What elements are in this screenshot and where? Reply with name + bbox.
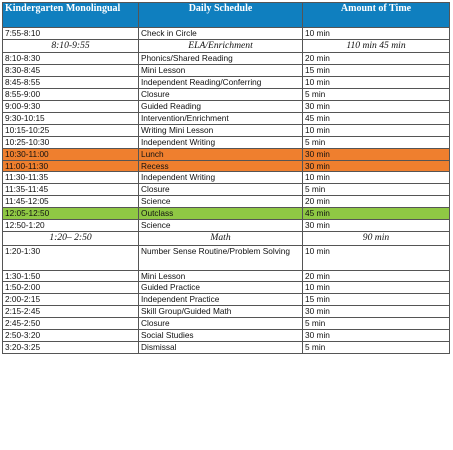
amount-cell: 90 min bbox=[303, 232, 450, 246]
activity-cell: Science bbox=[139, 196, 303, 208]
amount-cell: 45 min bbox=[303, 112, 450, 124]
schedule-row bbox=[3, 101, 450, 113]
activity-cell: Closure bbox=[139, 89, 303, 101]
amount-cell: 30 min bbox=[303, 148, 450, 160]
amount-cell: 30 min bbox=[303, 160, 450, 172]
time-cell: 2:45-2:50 bbox=[3, 318, 139, 330]
schedule-row bbox=[3, 172, 450, 184]
amount-cell: 10 min bbox=[303, 282, 450, 294]
time-cell: 11:45-12:05 bbox=[3, 196, 139, 208]
activity-cell: Science bbox=[139, 220, 303, 232]
time-cell: 3:20-3:25 bbox=[3, 341, 139, 353]
schedule-row bbox=[3, 53, 450, 65]
amount-cell: 10 min bbox=[303, 124, 450, 136]
schedule-row bbox=[3, 245, 450, 270]
activity-cell: Skill Group/Guided Math bbox=[139, 306, 303, 318]
amount-cell: 30 min bbox=[303, 330, 450, 342]
time-cell: 1:20– 2:50 bbox=[3, 232, 139, 246]
time-cell: 8:45-8:55 bbox=[3, 77, 139, 89]
amount-cell: 10 min bbox=[303, 77, 450, 89]
time-cell: 11:35-11:45 bbox=[3, 184, 139, 196]
time-cell: 8:30-8:45 bbox=[3, 65, 139, 77]
amount-cell: 20 min bbox=[303, 196, 450, 208]
amount-cell: 110 min 45 min bbox=[303, 39, 450, 53]
header-amount-of-time: Amount of Time bbox=[303, 3, 450, 28]
amount-cell: 5 min bbox=[303, 184, 450, 196]
time-cell: 11:30-11:35 bbox=[3, 172, 139, 184]
amount-cell: 10 min bbox=[303, 28, 450, 40]
amount-cell: 10 min bbox=[303, 245, 450, 270]
schedule-row bbox=[3, 184, 450, 196]
activity-cell: Closure bbox=[139, 318, 303, 330]
activity-cell: Lunch bbox=[139, 148, 303, 160]
activity-cell: Guided Practice bbox=[139, 282, 303, 294]
activity-cell: Independent Writing bbox=[139, 136, 303, 148]
schedule-row bbox=[3, 270, 450, 282]
activity-cell: Phonics/Shared Reading bbox=[139, 53, 303, 65]
schedule-body bbox=[3, 28, 450, 354]
amount-cell: 15 min bbox=[303, 294, 450, 306]
amount-cell: 5 min bbox=[303, 89, 450, 101]
activity-cell: Outclass bbox=[139, 208, 303, 220]
activity-cell: Mini Lesson bbox=[139, 270, 303, 282]
activity-cell: Guided Reading bbox=[139, 101, 303, 113]
header-grade: Kindergarten Monolingual bbox=[3, 3, 139, 28]
time-cell: 2:00-2:15 bbox=[3, 294, 139, 306]
time-cell: 12:05-12:50 bbox=[3, 208, 139, 220]
schedule-row bbox=[3, 160, 450, 172]
activity-cell: Check in Circle bbox=[139, 28, 303, 40]
schedule-row bbox=[3, 220, 450, 232]
schedule-row bbox=[3, 294, 450, 306]
activity-cell: Independent Reading/Conferring bbox=[139, 77, 303, 89]
activity-cell: Closure bbox=[139, 184, 303, 196]
amount-cell: 30 min bbox=[303, 220, 450, 232]
time-cell: 7:55-8:10 bbox=[3, 28, 139, 40]
activity-cell: Independent Practice bbox=[139, 294, 303, 306]
section-row bbox=[3, 39, 450, 53]
activity-cell: Math bbox=[139, 232, 303, 246]
amount-cell: 5 min bbox=[303, 341, 450, 353]
schedule-row bbox=[3, 136, 450, 148]
amount-cell: 30 min bbox=[303, 101, 450, 113]
schedule-row bbox=[3, 65, 450, 77]
amount-cell: 10 min bbox=[303, 172, 450, 184]
section-row bbox=[3, 232, 450, 246]
activity-cell: Dismissal bbox=[139, 341, 303, 353]
time-cell: 1:30-1:50 bbox=[3, 270, 139, 282]
activity-cell: Recess bbox=[139, 160, 303, 172]
activity-cell: Number Sense Routine/Problem Solving bbox=[139, 245, 303, 270]
header-daily-schedule: Daily Schedule bbox=[139, 3, 303, 28]
header-row bbox=[3, 3, 450, 28]
activity-cell: Mini Lesson bbox=[139, 65, 303, 77]
activity-cell: Writing Mini Lesson bbox=[139, 124, 303, 136]
time-cell: 10:30-11:00 bbox=[3, 148, 139, 160]
amount-cell: 30 min bbox=[303, 306, 450, 318]
schedule-row bbox=[3, 318, 450, 330]
amount-cell: 20 min bbox=[303, 53, 450, 65]
time-cell: 12:50-1:20 bbox=[3, 220, 139, 232]
time-cell: 9:30-10:15 bbox=[3, 112, 139, 124]
schedule-row bbox=[3, 341, 450, 353]
schedule-table bbox=[2, 2, 450, 354]
schedule-row bbox=[3, 208, 450, 220]
time-cell: 1:50-2:00 bbox=[3, 282, 139, 294]
amount-cell: 5 min bbox=[303, 136, 450, 148]
activity-cell: Intervention/Enrichment bbox=[139, 112, 303, 124]
time-cell: 2:15-2:45 bbox=[3, 306, 139, 318]
time-cell: 11:00-11:30 bbox=[3, 160, 139, 172]
amount-cell: 45 min bbox=[303, 208, 450, 220]
time-cell: 10:15-10:25 bbox=[3, 124, 139, 136]
schedule-row bbox=[3, 282, 450, 294]
activity-cell: Independent Writing bbox=[139, 172, 303, 184]
time-cell: 8:10-9:55 bbox=[3, 39, 139, 53]
schedule-row bbox=[3, 28, 450, 40]
time-cell: 8:10-8:30 bbox=[3, 53, 139, 65]
amount-cell: 5 min bbox=[303, 318, 450, 330]
schedule-row bbox=[3, 306, 450, 318]
schedule-row bbox=[3, 148, 450, 160]
activity-cell: ELA/Enrichment bbox=[139, 39, 303, 53]
time-cell: 8:55-9:00 bbox=[3, 89, 139, 101]
schedule-row bbox=[3, 77, 450, 89]
time-cell: 9:00-9:30 bbox=[3, 101, 139, 113]
schedule-row bbox=[3, 112, 450, 124]
amount-cell: 20 min bbox=[303, 270, 450, 282]
time-cell: 1:20-1:30 bbox=[3, 245, 139, 270]
time-cell: 10:25-10:30 bbox=[3, 136, 139, 148]
schedule-row bbox=[3, 89, 450, 101]
time-cell: 2:50-3:20 bbox=[3, 330, 139, 342]
schedule-row bbox=[3, 330, 450, 342]
schedule-row bbox=[3, 196, 450, 208]
amount-cell: 15 min bbox=[303, 65, 450, 77]
activity-cell: Social Studies bbox=[139, 330, 303, 342]
schedule-row bbox=[3, 124, 450, 136]
